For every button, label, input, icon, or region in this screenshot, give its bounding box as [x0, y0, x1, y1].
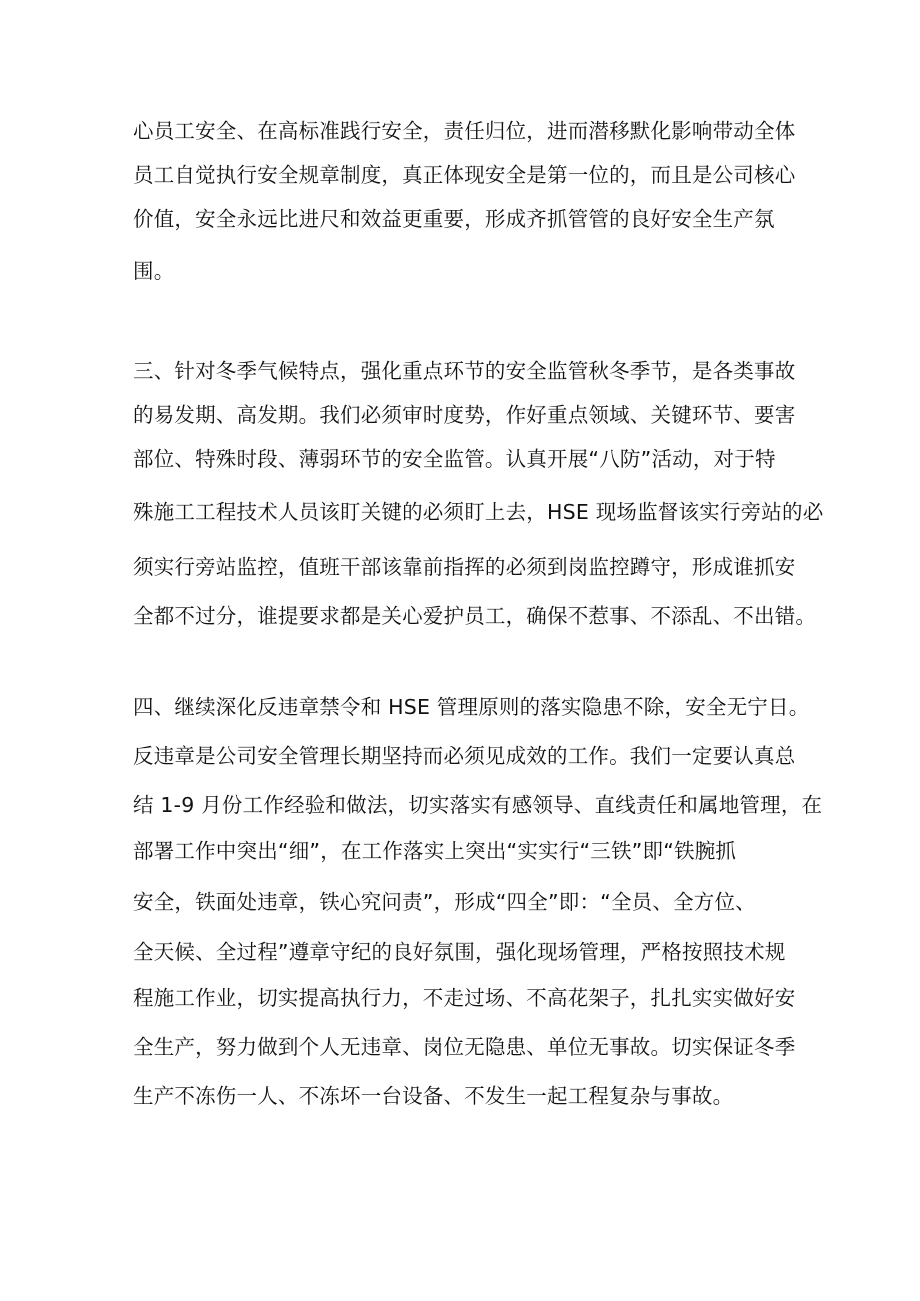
text-line: 员工自觉执行安全规章制度，真正体现安全是第一位的，而且是公司核心: [133, 163, 796, 187]
text-line: 部位、特殊时段、薄弱环节的安全监管。认真开展“八防”活动，对于特: [133, 447, 776, 471]
text-line: 全生产，努力做到个人无违章、岗位无隐患、单位无事故。切实保证冬季: [133, 1035, 796, 1059]
text-line: 生产不冻伤一人、不冻坏一台设备、不发生一起工程复杂与事故。: [133, 1084, 734, 1108]
text-line: 殊施工工程技术人员该盯关键的必须盯上去，HSE 现场监督该实行旁站的必: [133, 500, 824, 524]
text-line: 须实行旁站监控，值班干部该靠前指挥的必须到岗监控蹲守，形成谁抓安: [133, 555, 796, 579]
text-line: 结 1-9 月份工作经验和做法，切实落实有感领导、直线责任和属地管理，在: [133, 793, 823, 817]
text-line: 部署工作中突出“细”，在工作落实上突出“实实行“三铁”即“铁腕抓: [133, 839, 737, 863]
text-line: 的易发期、高发期。我们必须审时度势，作好重点领域、关键环节、要害: [133, 403, 796, 427]
text-line: 安全，铁面处违章，铁心究问责”，形成“四全”即：“全员、全方位、: [133, 890, 756, 914]
section-heading-line: 三、针对冬季气候特点，强化重点环节的安全监管秋冬季节，是各类事故: [133, 359, 796, 383]
text-line: 围。: [133, 259, 175, 283]
text-line: 心员工安全、在高标准践行安全，责任归位，进而潜移默化影响带动全体: [133, 119, 796, 143]
text-line: 反违章是公司安全管理长期坚持而必须见成效的工作。我们一定要认真总: [133, 744, 796, 768]
section-heading-line: 四、继续深化反违章禁令和 HSE 管理原则的落实隐患不除，安全无宁日。: [133, 695, 810, 719]
text-line: 全都不过分，谁提要求都是关心爱护员工，确保不惹事、不添乱、不出错。: [133, 604, 817, 628]
text-line: 全天候、全过程”遵章守纪的良好氛围，强化现场管理，严格按照技术规: [133, 940, 786, 964]
text-line: 程施工作业，切实提高执行力，不走过场、不高花架子，扎扎实实做好安: [133, 986, 796, 1010]
text-line: 价值，安全永远比进尺和效益更重要，形成齐抓管管的良好安全生产氛: [133, 207, 775, 231]
